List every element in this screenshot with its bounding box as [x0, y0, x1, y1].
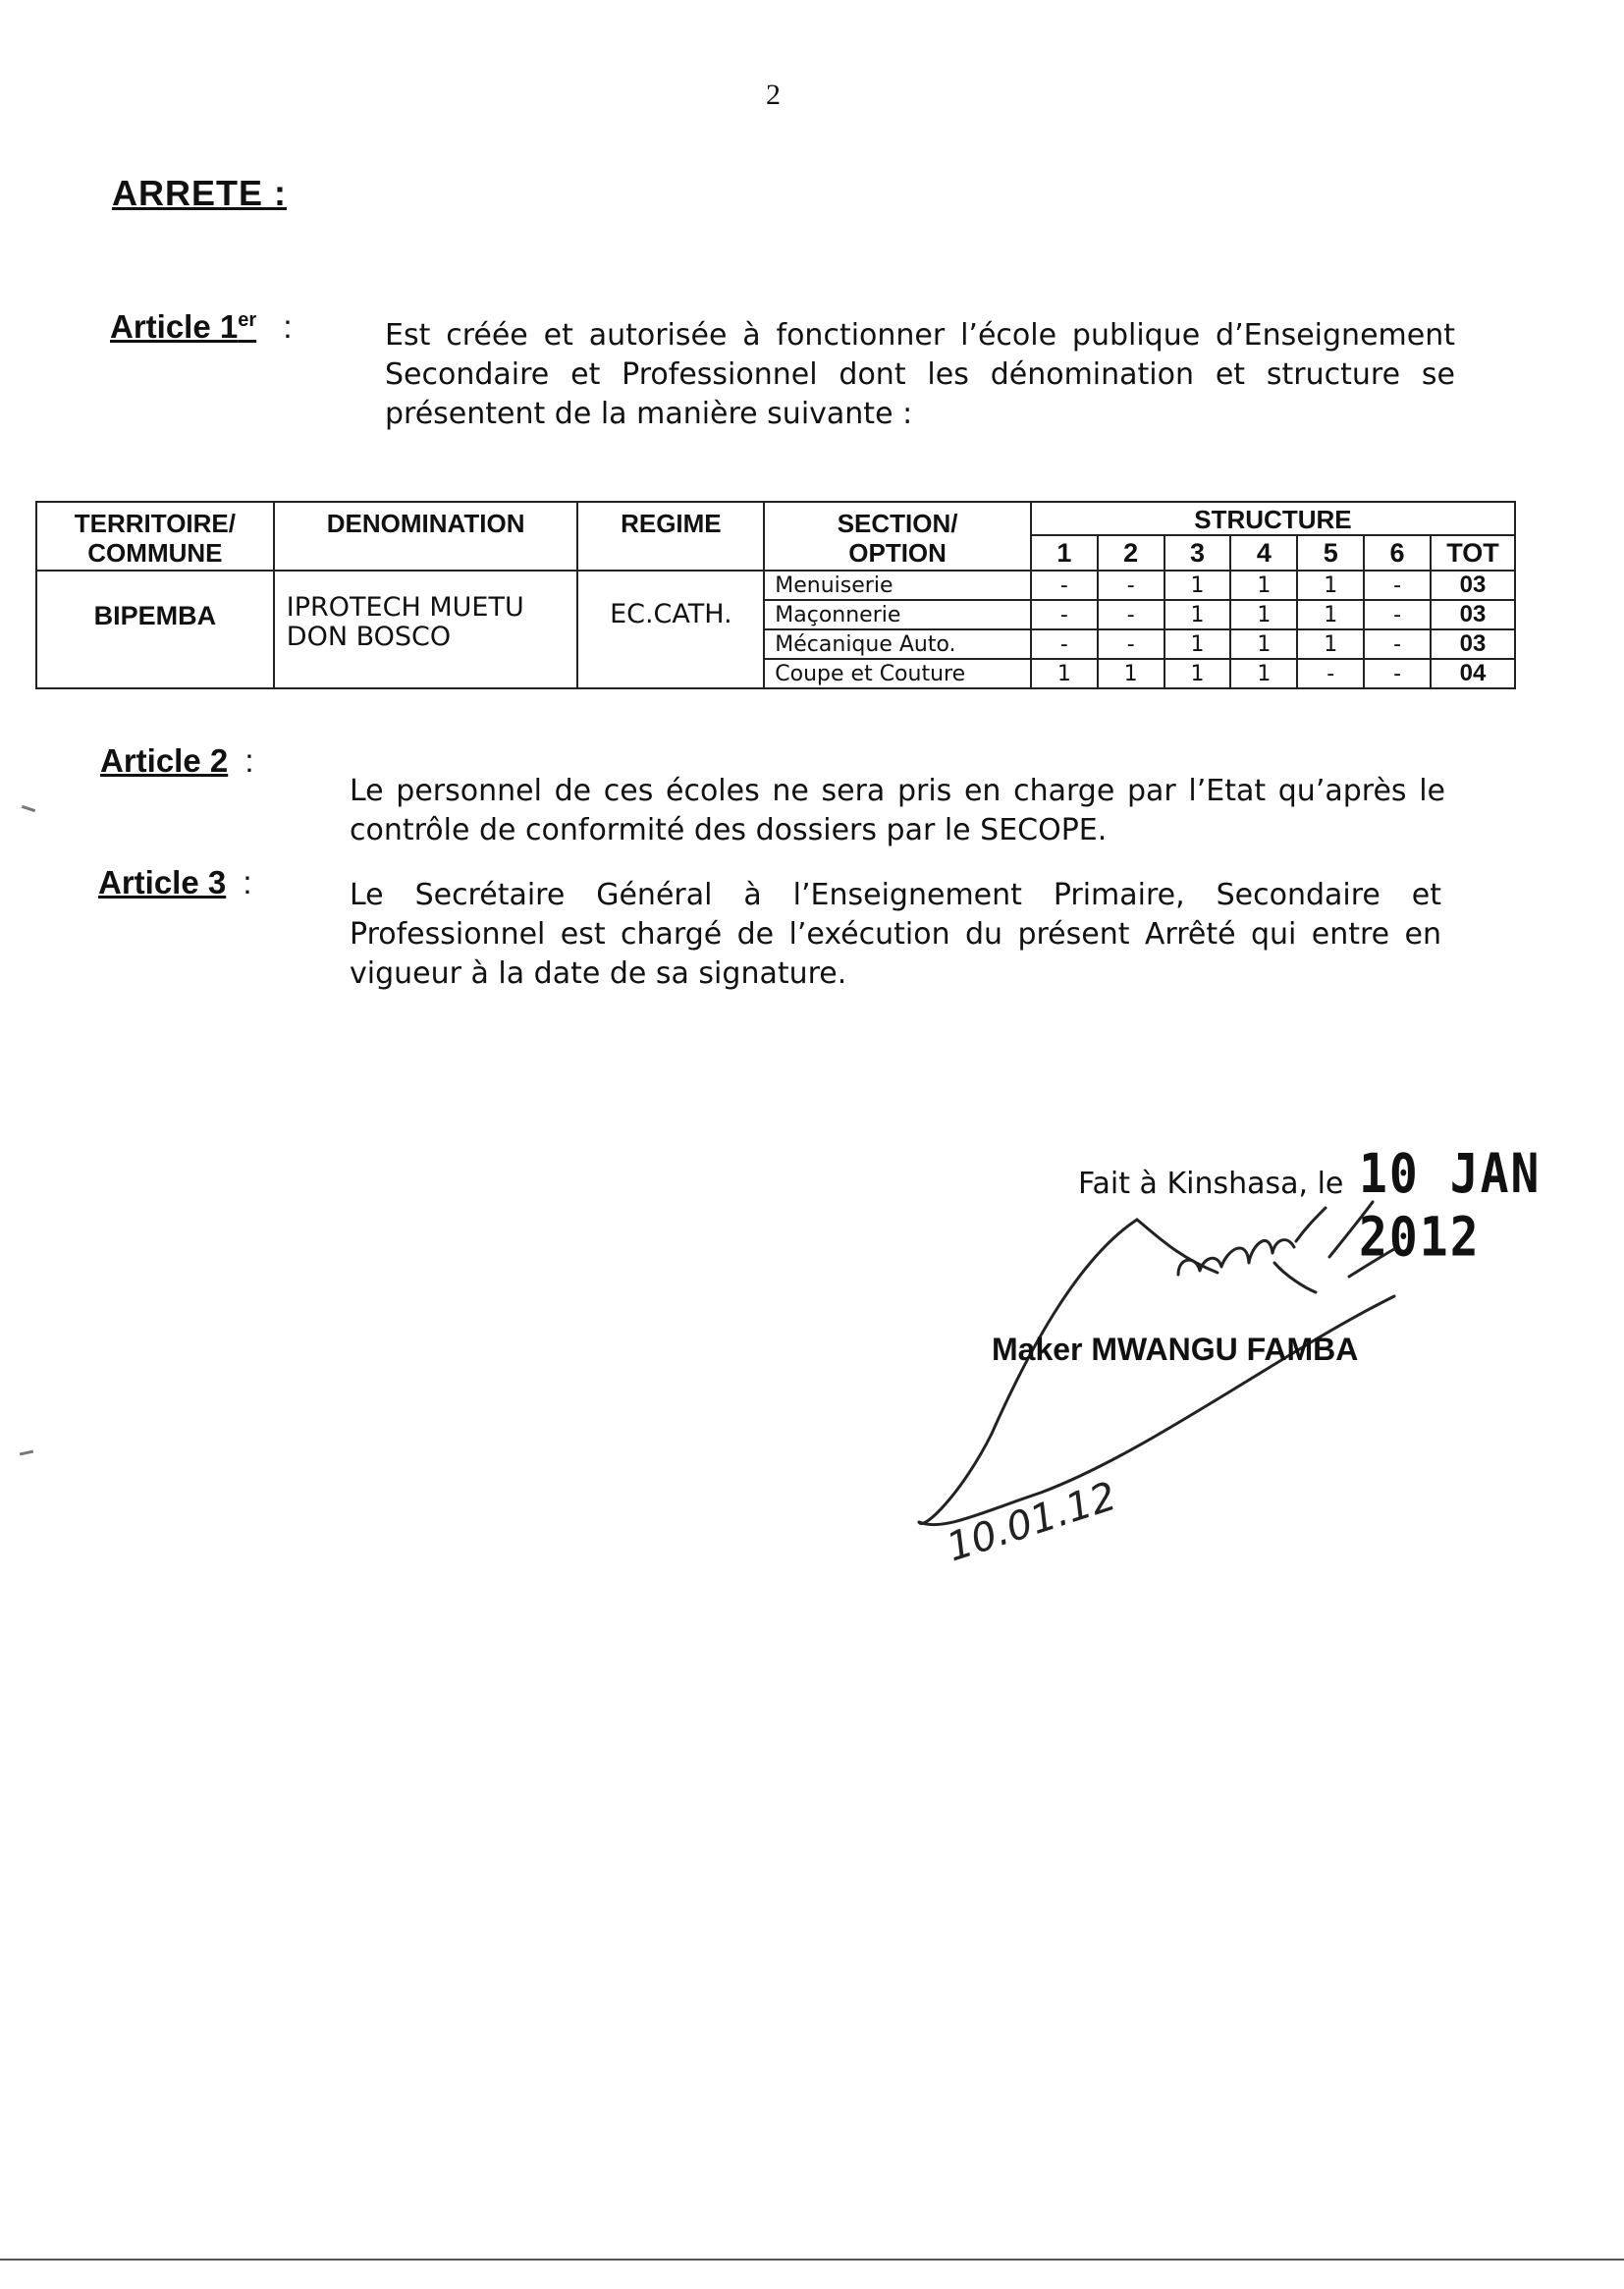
- cell-value: 1: [1164, 659, 1231, 688]
- cell-value: -: [1364, 600, 1431, 629]
- header-commune: COMMUNE: [87, 538, 223, 568]
- article-1-label: [110, 308, 292, 346]
- article-1-colon: :: [283, 308, 293, 345]
- header-year-5: 5: [1297, 535, 1364, 571]
- cell-value: -: [1098, 629, 1164, 659]
- cell-value: 1: [1230, 600, 1297, 629]
- cell-value: -: [1098, 571, 1164, 600]
- article-3-label-text: Article 3: [98, 864, 227, 900]
- cell-option: Menuiserie: [764, 571, 1031, 600]
- article-1-label-text: Article 1: [110, 308, 239, 345]
- header-denomination: DENOMINATION: [274, 502, 578, 571]
- school-structure-table: [35, 501, 1516, 689]
- table-row: [36, 571, 1515, 600]
- document-heading: ARRETE :: [112, 173, 287, 213]
- scan-speck: [20, 1450, 33, 1456]
- article-1-line: présentent de la manière suivante :: [385, 397, 913, 431]
- cell-value: 1: [1098, 659, 1164, 688]
- header-year-6: 6: [1364, 535, 1431, 571]
- handwritten-signature: [884, 1198, 1434, 1591]
- handwritten-date-text: 10.01.12: [941, 1473, 1122, 1571]
- header-section-option: [764, 502, 1031, 571]
- article-1-label-sup: er: [238, 309, 257, 331]
- header-tot: TOT: [1431, 535, 1515, 571]
- cell-option: Maçonnerie: [764, 600, 1031, 629]
- cell-value: 1: [1297, 600, 1364, 629]
- cell-total: 04: [1431, 659, 1515, 688]
- date-stamp: 10 JAN 2012: [1359, 1142, 1542, 1270]
- header-year-4: 4: [1230, 535, 1297, 571]
- article-2-colon: :: [244, 742, 254, 779]
- article-2-line: contrôle de conformité des dossiers par le SECOPE.: [350, 813, 1108, 847]
- article-1-line: Est créée et autorisée à fonctionner l’école publique d’Enseignement: [385, 318, 1455, 353]
- cell-total: 03: [1431, 571, 1515, 600]
- header-year-1: 1: [1031, 535, 1098, 571]
- bottom-rule: [0, 2259, 1624, 2261]
- cell-value: 1: [1164, 571, 1231, 600]
- denomination-line-2: DON BOSCO: [286, 622, 452, 652]
- article-3-line: Le Secrétaire Général à l’Enseignement Primaire, Secondaire et: [350, 878, 1441, 912]
- article-2-line: Le personnel de ces écoles ne sera pris en charge par l’Etat qu’après le: [350, 774, 1445, 808]
- header-option: OPTION: [848, 538, 947, 568]
- header-regime: REGIME: [577, 502, 764, 571]
- cell-total: 03: [1431, 600, 1515, 629]
- handwritten-date: [942, 1474, 1122, 1571]
- article-2-text: [350, 772, 1445, 850]
- header-structure: STRUCTURE: [1031, 502, 1515, 535]
- article-1-line: Secondaire et Professionnel dont les dénomination et structure se: [385, 357, 1455, 392]
- article-2-label-text: Article 2: [100, 742, 229, 779]
- cell-value: 1: [1230, 659, 1297, 688]
- header-section: SECTION/: [837, 509, 958, 538]
- cell-regime: EC.CATH.: [577, 571, 764, 688]
- article-3-text: [350, 876, 1441, 994]
- cell-option: Coupe et Couture: [764, 659, 1031, 688]
- article-3-colon: :: [243, 864, 252, 900]
- cell-value: -: [1364, 629, 1431, 659]
- cell-value: -: [1364, 659, 1431, 688]
- cell-value: 1: [1230, 571, 1297, 600]
- cell-option: Mécanique Auto.: [764, 629, 1031, 659]
- header-territoire: TERRITOIRE/: [74, 509, 236, 538]
- article-3-line: Professionnel est chargé de l’exécution du présent Arrêté qui entre en: [350, 917, 1441, 952]
- cell-value: 1: [1031, 659, 1098, 688]
- denomination-line-1: IPROTECH MUETU: [286, 592, 524, 623]
- cell-total: 03: [1431, 629, 1515, 659]
- cell-value: -: [1031, 600, 1098, 629]
- header-year-3: 3: [1164, 535, 1231, 571]
- cell-value: -: [1098, 600, 1164, 629]
- cell-value: 1: [1230, 629, 1297, 659]
- cell-value: -: [1364, 571, 1431, 600]
- header-territoire-commune: [36, 502, 274, 571]
- place-and-date-label: Fait à Kinshasa, le: [1078, 1167, 1344, 1201]
- article-3-label: [98, 864, 252, 901]
- cell-value: 1: [1297, 629, 1364, 659]
- signatory-name: Maker MWANGU FAMBA: [992, 1332, 1359, 1367]
- cell-value: 1: [1297, 571, 1364, 600]
- header-year-2: 2: [1098, 535, 1164, 571]
- cell-value: 1: [1164, 600, 1231, 629]
- cell-value: 1: [1164, 629, 1231, 659]
- article-1-text: [385, 316, 1455, 434]
- article-2-label: [100, 742, 254, 780]
- cell-value: -: [1031, 571, 1098, 600]
- article-3-line: vigueur à la date de sa signature.: [350, 956, 847, 991]
- cell-denomination: [274, 571, 578, 688]
- cell-value: -: [1297, 659, 1364, 688]
- scan-speck: [22, 805, 35, 812]
- cell-territory: BIPEMBA: [36, 571, 274, 688]
- cell-value: -: [1031, 629, 1098, 659]
- page-number: 2: [766, 79, 781, 111]
